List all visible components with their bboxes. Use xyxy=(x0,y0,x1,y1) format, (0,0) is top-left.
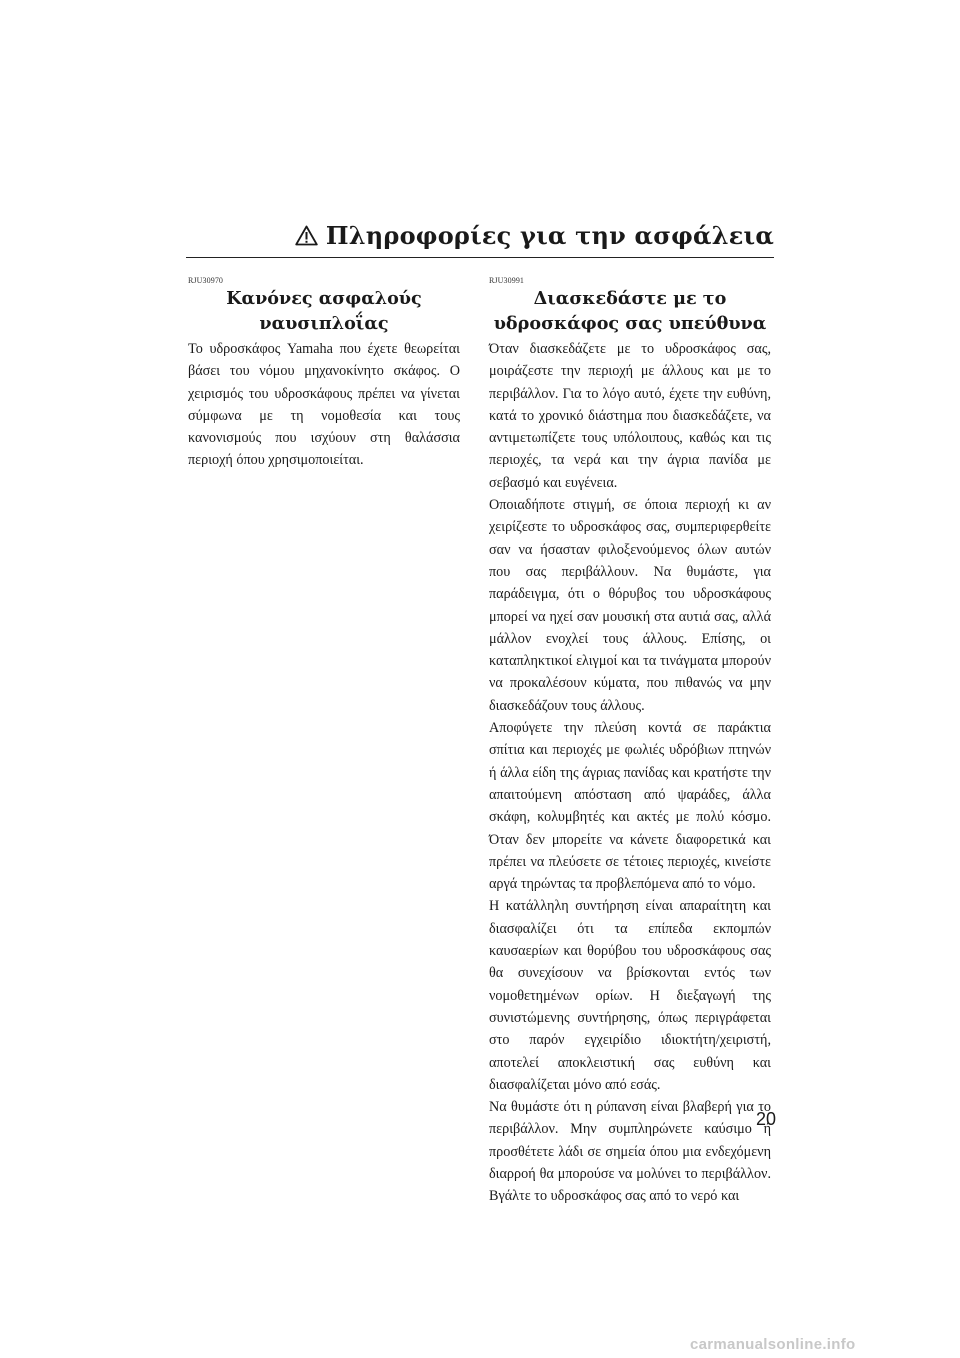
section-paragraph: Αποφύγετε την πλεύση κοντά σε παράκτια σπίτια και περιοχές με φωλιές υδρόβιων πτηνών ή άλλα είδη της άγριας πανίδας και κρατήστε την απαιτούμενη απόσταση από ψαράδες, άλλα σκάφη, κολυμβητές και ακτές με πολύ κόσμο. Όταν δεν μπορείτε να κάνετε διαφορετικά και πρέπει να πλεύσετε σε τέτοιες περιοχές, κινείστε αργά τηρώντας τα προβλεπόμενα από το νόμο. xyxy=(489,720,771,893)
left-column xyxy=(188,276,460,472)
right-column xyxy=(489,276,771,1208)
warning-triangle-icon xyxy=(295,225,318,246)
page-number: 20 xyxy=(755,1109,776,1129)
section-paragraph: Όταν διασκεδάζετε με το υδροσκάφος σας, μοιράζεστε την περιοχή με άλλους και με το περιβάλλον. Για το λόγο αυτό, έχετε την ευθύνη, κατά το χρονικό διάστημα που διασκεδάζετε, να αντιμετωπίζετε τους υπόλοιπους, καθώς και τις περιοχές, τα νερά και την άγρια πανίδα με σεβασμό και ευγένεια. xyxy=(489,341,771,491)
section-title: Διασκεδάστε με το υδροσκάφος σας υπεύθυνα xyxy=(493,288,767,334)
header-title: Πληροφορίες για την ασφάλεια xyxy=(325,221,774,250)
watermark: carmanualsonline.info xyxy=(690,1336,856,1353)
page-header xyxy=(186,221,774,258)
section-paragraph: Η κατάλληλη συντήρηση είναι απαραίτητη και διασφαλίζει ότι τα επίπεδα εκπομπών καυσαερίων και θορύβου του υδροσκάφους σας θα συνεχίσουν να βρίσκονται εντός των νομοθετημένων ορίων. Η διεξαγωγή της συνιστώμενης συντήρησης, όπως περιγράφεται στο παρόν εγχειρίδιο ιδιοκτήτη/χειριστή, αποτελεί αποκλειστική σας ευθύνη και διασφαλίζεται μόνο από εσάς. xyxy=(489,898,771,1093)
header-title-group xyxy=(295,221,774,250)
section-paragraph: Οποιαδήποτε στιγμή, σε όποια περιοχή κι αν χειρίζεστε το υδροσκάφος σας, συμπεριφερθείτε σαν να ήσασταν φιλοξενούμενος όλων αυτών που σας περιβάλλουν. Να θυμάστε, για παράδειγμα, ότι ο θόρυβος του υδροσκάφους μπορεί να ηχεί σαν μουσική στα αυτιά σας, αλλά μάλλον ενοχλεί τους άλλους. Επίσης, οι καταπληκτικοί ελιγμοί και τα τινάγματα μπορούν να προκαλέσουν κύματα, που πιθανώς να μην διασκεδάζουν τους άλλους. xyxy=(489,497,771,714)
section-code: RJU30991 xyxy=(489,276,525,285)
section-code: RJU30970 xyxy=(188,276,224,285)
section-paragraph: Το υδροσκάφος Yamaha που έχετε θεωρείται βάσει του νόμου μηχανοκίνητο σκάφος. Ο χειρισμός του υδροσκάφους πρέπει να γίνεται σύμφωνα με τη νομοθεσία και τους κανονισμούς που ισχύουν στη θαλάσσια περιοχή όπου χρησιμοποιείται. xyxy=(188,341,460,469)
section-paragraph: Να θυμάστε ότι η ρύπανση είναι βλαβερή για το περιβάλλον. Μην συμπληρώνετε καύσιμο ή προσθέτετε λάδι σε σημεία όπου μια ενδεχόμενη διαρροή θα μπορούσε να μολύνει το περιβάλλον. Βγάλτε το υδροσκάφος σας από το νερό και xyxy=(489,1099,771,1205)
section-title: Κανόνες ασφαλούς ναυσιπλοΐας xyxy=(226,288,422,334)
